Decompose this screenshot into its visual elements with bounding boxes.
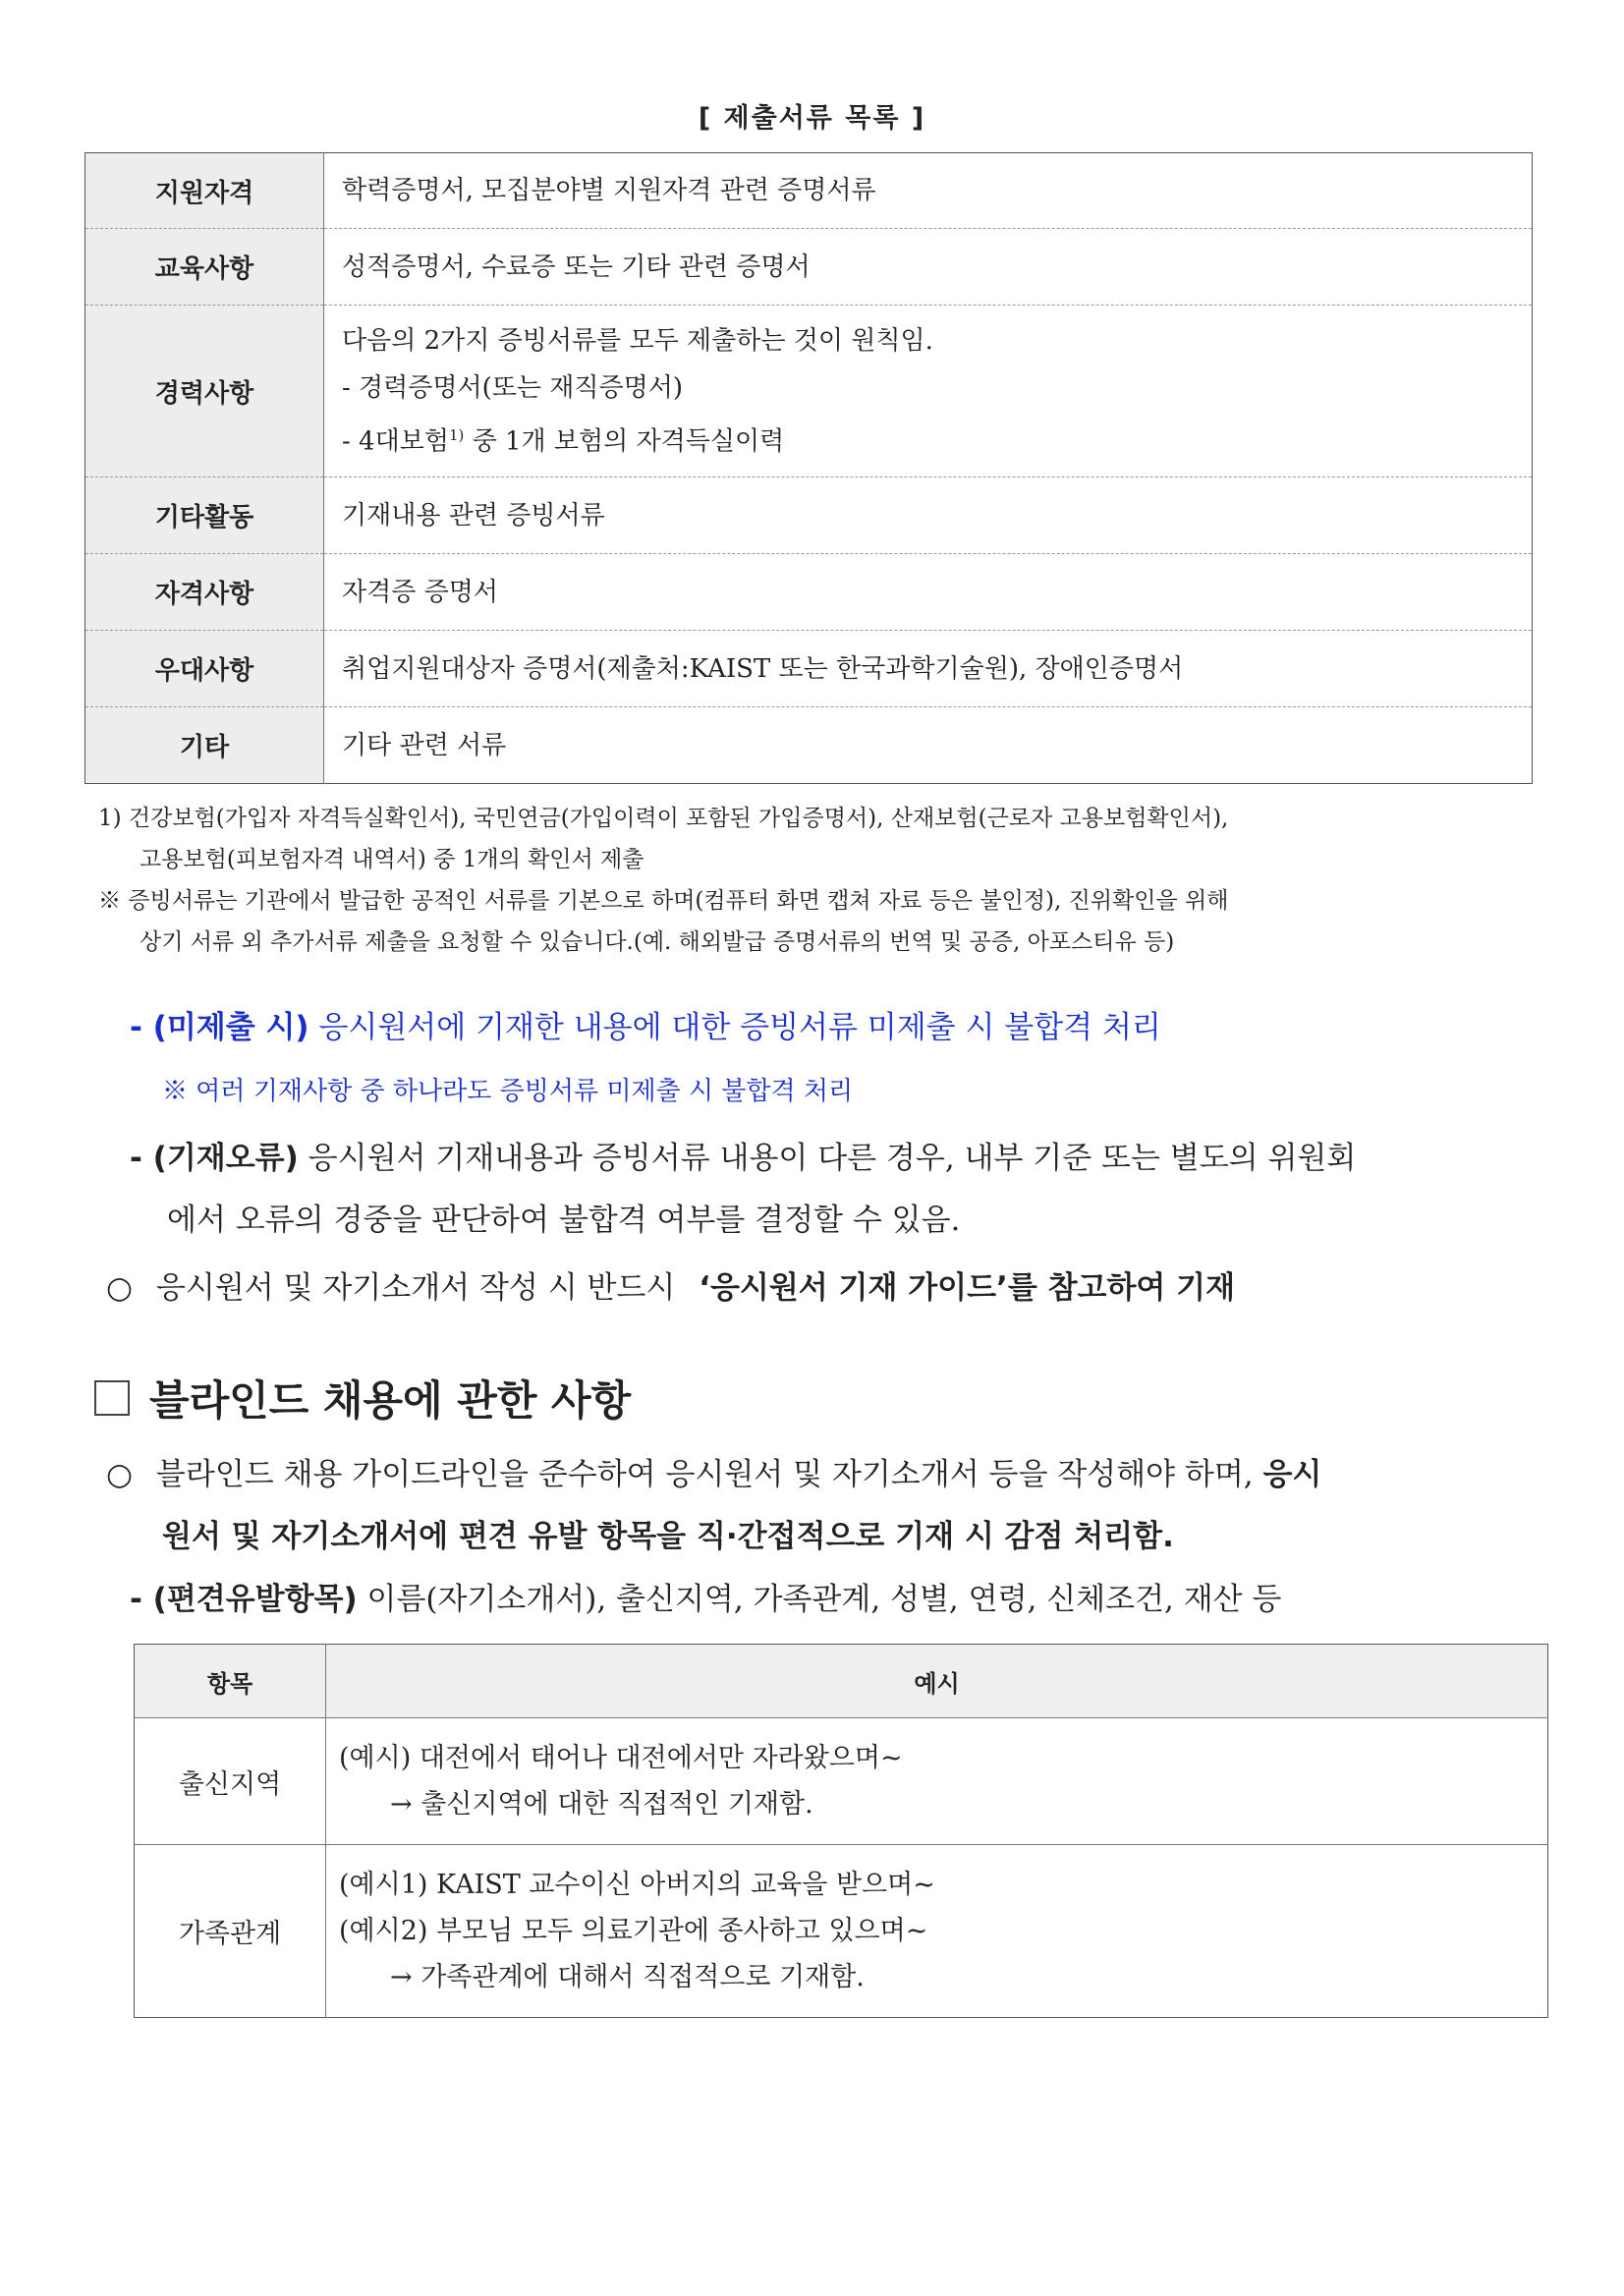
- table-header-row: [135, 1645, 1548, 1718]
- row-label: 교육사항: [85, 229, 324, 306]
- header-example: 예시: [326, 1645, 1548, 1718]
- row-item: 가족관계: [135, 1845, 326, 2018]
- row-example: (예시) 대전에서 태어나 대전에서만 자라왔으며~ → 출신지역에 대한 직접적인 기재함.: [326, 1718, 1548, 1845]
- row-value: 성적증명서, 수료증 또는 기타 관련 증명서: [324, 229, 1533, 306]
- missing-label: - (미제출 시): [130, 1010, 309, 1045]
- blind-paragraph-cont: 원서 및 자기소개서에 편견 유발 항목을 직·간접적으로 기재 시 감점 처리함.: [162, 1519, 1174, 1554]
- circle-bullet-icon: ○: [106, 1270, 134, 1306]
- docs-table: [84, 152, 1533, 784]
- bias-text: 이름(자기소개서), 출신지역, 가족관계, 성별, 연령, 신체조건, 재산 등: [366, 1582, 1282, 1617]
- table-row: [85, 631, 1533, 707]
- guide-text: 응시원서 및 자기소개서 작성 시 반드시: [155, 1270, 676, 1306]
- error-label: - (기재오류): [130, 1141, 299, 1176]
- row-value: 다음의 2가지 증빙서류를 모두 제출하는 것이 원칙임. - 경력증명서(또는 재직증명서) - 4대보험$^{1)}$ 중 1개 보험의 자격득실이력: [324, 306, 1533, 477]
- missing-text: 응시원서에 기재한 내용에 대한 증빙서류 미제출 시 불합격 처리: [318, 1010, 1161, 1045]
- row-label: 우대사항: [85, 631, 324, 707]
- remark-note-cont: 상기 서류 외 추가서류 제출을 요청할 수 있습니다.(예. 해외발급 증명서류의 번역 및 공증, 아포스티유 등): [140, 929, 1175, 955]
- missing-sub-note: ※ 여러 기재사항 중 하나라도 증빙서류 미제출 시 불합격 처리: [162, 1077, 854, 1106]
- table-row: [85, 477, 1533, 554]
- row-value: 취업지원대상자 증명서(제출처:KAIST 또는 한국과학기술원), 장애인증명서: [324, 631, 1533, 707]
- footnote-mark: 1): [448, 425, 465, 444]
- row-label: 지원자격: [85, 153, 324, 229]
- footnotes: [98, 798, 1552, 963]
- square-bullet-icon: [94, 1380, 130, 1416]
- example-table: [134, 1644, 1548, 2018]
- row-label: 기타활동: [85, 477, 324, 554]
- bias-label: - (편견유발항목): [130, 1582, 358, 1617]
- table-row: [85, 707, 1533, 784]
- docs-list-title: [ 제출서류 목록 ]: [698, 103, 926, 134]
- row-value: 자격증 증명서: [324, 554, 1533, 631]
- table-row: [85, 229, 1533, 306]
- entry-error-cont: 에서 오류의 경중을 판단하여 불합격 여부를 결정할 수 있음.: [167, 1203, 961, 1238]
- row-value: 학력증명서, 모집분야별 지원자격 관련 증명서류: [324, 153, 1533, 229]
- row-label: 기타: [85, 707, 324, 784]
- blind-section-heading: [94, 1369, 631, 1428]
- header-item: 항목: [135, 1645, 326, 1718]
- missing-submission-line: [130, 1002, 1161, 1046]
- table-row: [85, 306, 1533, 477]
- guide-line: [106, 1262, 1235, 1307]
- remark-note: ※ 증빙서류는 기관에서 발급한 공적인 서류를 기본으로 하며(컴퓨터 화면 캡쳐 자료 등은 불인정), 진위확인을 위해: [98, 888, 1229, 914]
- bias-items-line: [130, 1574, 1281, 1618]
- circle-bullet-icon: ○: [106, 1457, 134, 1492]
- blind-para-bold: 응시: [1262, 1457, 1322, 1492]
- row-item: 출신지역: [135, 1718, 326, 1845]
- guide-bold: ‘응시원서 기재 가이드’를 참고하여 기재: [699, 1270, 1236, 1306]
- row-value: 기타 관련 서류: [324, 707, 1533, 784]
- table-row: [85, 153, 1533, 229]
- row-value: 기재내용 관련 증빙서류: [324, 477, 1533, 554]
- blind-para-text: 블라인드 채용 가이드라인을 준수하여 응시원서 및 자기소개서 등을 작성해야 하며,: [155, 1457, 1254, 1492]
- row-label: 경력사항: [85, 306, 324, 477]
- footnote-1-cont: 고용보험(피보험자격 내역서) 중 1개의 확인서 제출: [140, 847, 644, 872]
- table-row: [85, 554, 1533, 631]
- row-example: (예시1) KAIST 교수이신 아버지의 교육을 받으며~ (예시2) 부모님 모두 의료기관에 종사하고 있으며~ → 가족관계에 대해서 직접적으로 기재함.: [339, 1870, 935, 1992]
- section-title: 블라인드 채용에 관한 사항: [149, 1376, 632, 1425]
- row-label: 자격사항: [85, 554, 324, 631]
- footnote-1: 1) 건강보험(가입자 자격득실확인서), 국민연금(가입이력이 포함된 가입증명서), 산재보험(근로자 고용보험확인서),: [98, 806, 1229, 831]
- entry-error-line: [130, 1133, 1356, 1177]
- error-text: 응시원서 기재내용과 증빙서류 내용이 다른 경우, 내부 기준 또는 별도의 위원회: [308, 1141, 1357, 1176]
- blind-paragraph: [106, 1449, 1321, 1493]
- table-row: [135, 1718, 1548, 1845]
- table-row: [135, 1845, 1548, 2018]
